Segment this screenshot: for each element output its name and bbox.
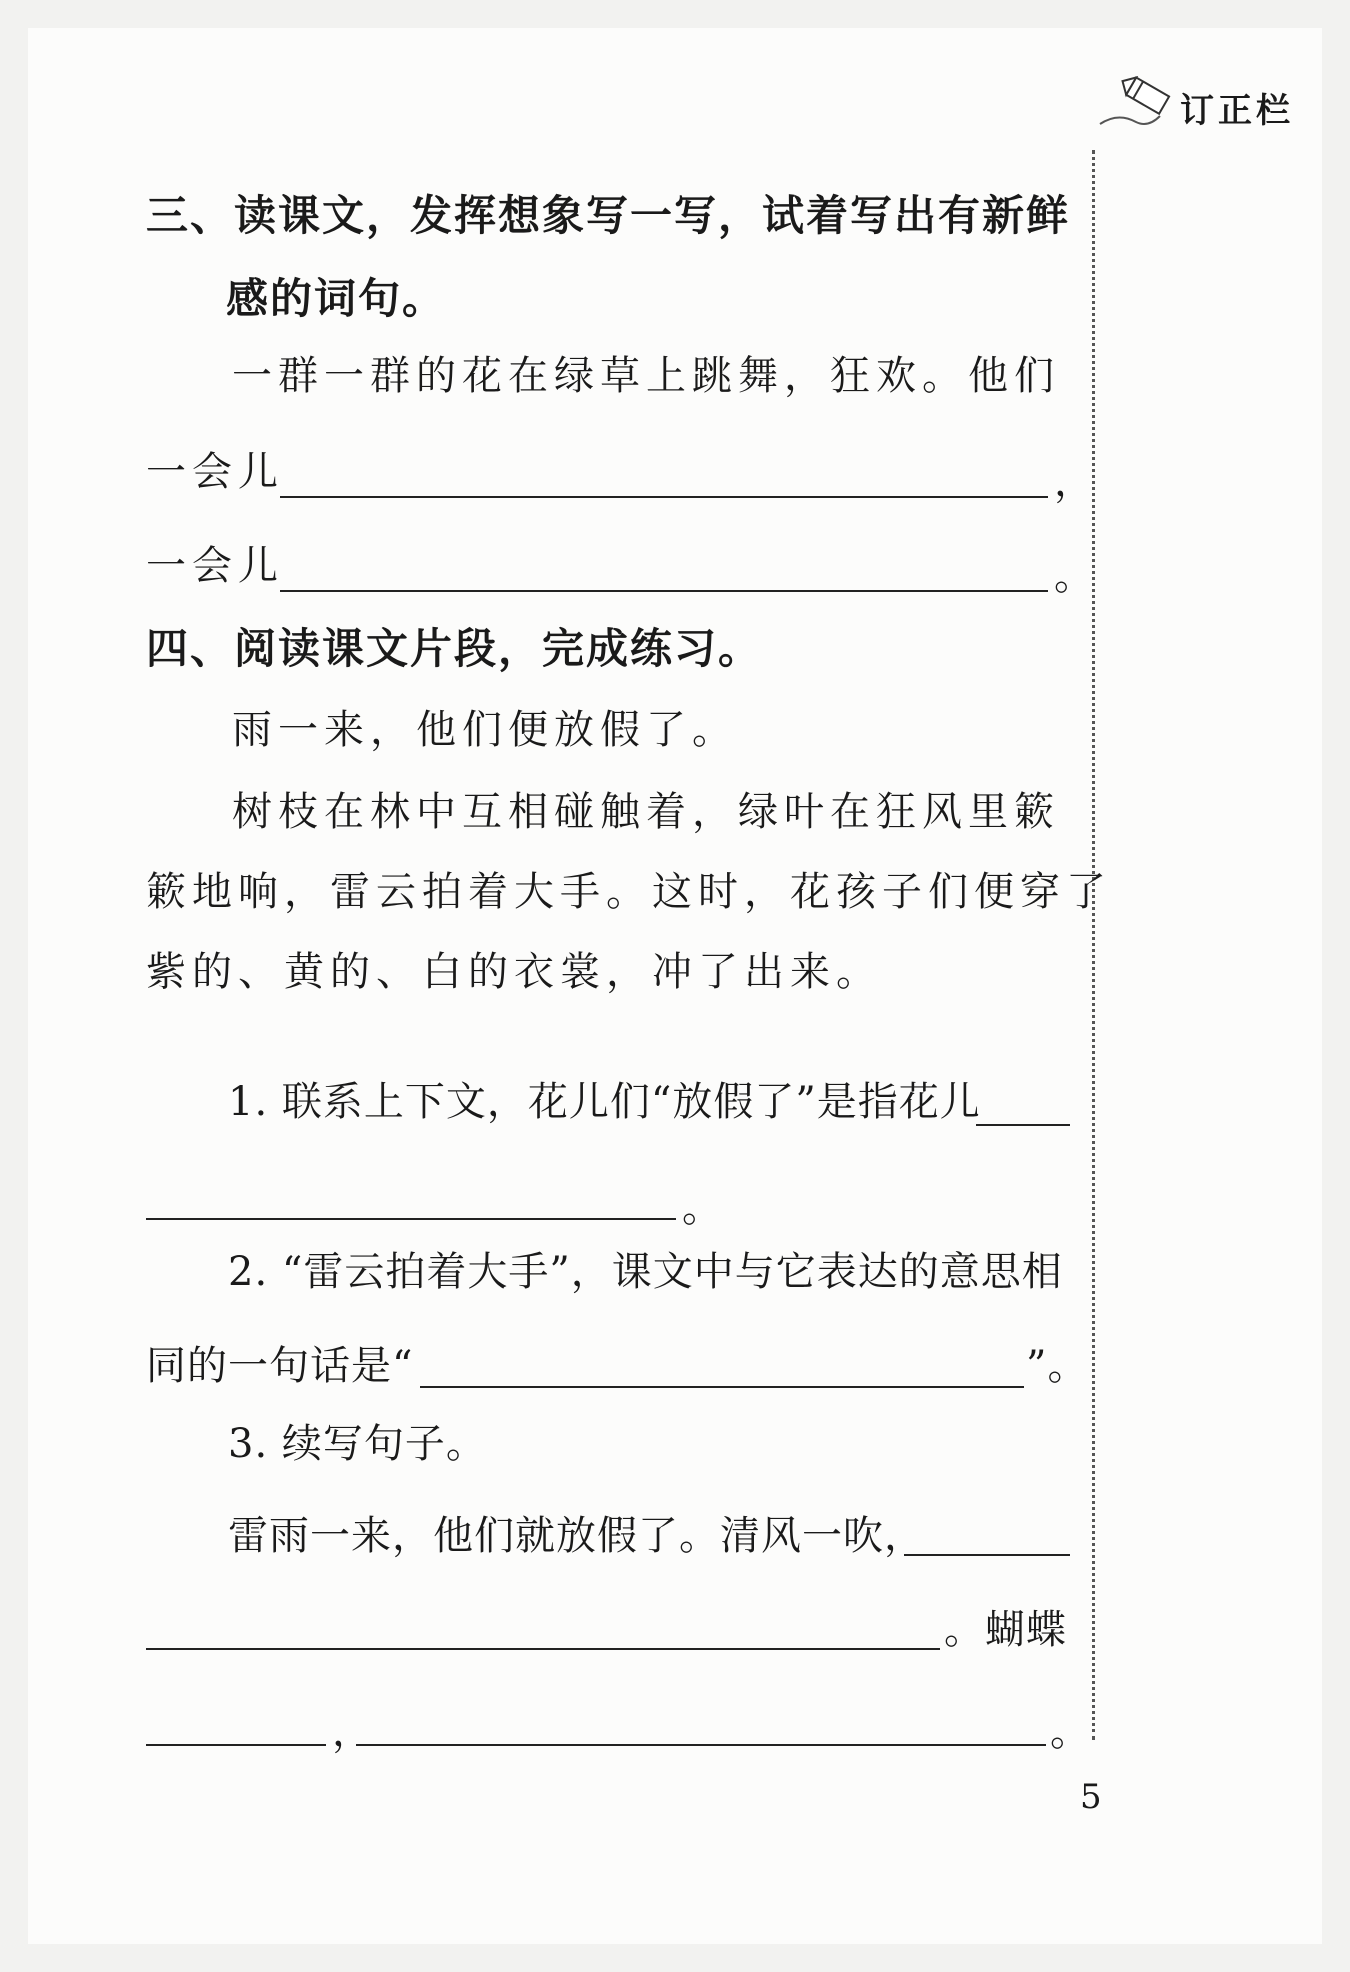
question3-title: 3. 续写句子。 (228, 1421, 487, 1467)
correction-divider (1092, 150, 1095, 1740)
section3-line2-prefix: 一会儿 (146, 543, 284, 589)
question1-blank-b[interactable] (146, 1218, 676, 1220)
section3-blank-1[interactable] (280, 496, 1048, 498)
question1-blank-a[interactable] (976, 1124, 1070, 1126)
section3-heading-line2: 感的词句。 (226, 274, 447, 323)
question2-end: ”。 (1026, 1343, 1089, 1389)
passage-line: 簌地响，雷云拍着大手。这时，花孩子们便穿了 (146, 869, 1112, 915)
page-number: 5 (1080, 1777, 1102, 1817)
section3-line1-prefix: 一会儿 (146, 449, 284, 495)
section3-line2-end: 。 (1054, 553, 1100, 599)
section4-heading: 四、阅读课文片段，完成练习。 (146, 624, 763, 673)
question2-blank[interactable] (420, 1386, 1024, 1388)
question2-line2-prefix: 同的一句话是“ (146, 1343, 414, 1389)
question3-line1: 雷雨一来，他们就放假了。清风一吹， (228, 1513, 925, 1559)
passage-line: 树枝在林中互相碰触着，绿叶在狂风里簌 (232, 789, 1060, 835)
section3-blank-2[interactable] (280, 590, 1048, 592)
question3-blank-3[interactable] (146, 1744, 326, 1746)
section3-heading-line1: 三、读课文，发挥想象写一写，试着写出有新鲜 (146, 191, 1071, 240)
pencil-icon (1098, 72, 1178, 128)
question1-text: 1. 联系上下文，花儿们“放假了”是指花儿 (228, 1079, 981, 1125)
question3-line3-end: 。 (1050, 1709, 1091, 1755)
question3-blank-2[interactable] (146, 1648, 940, 1650)
section3-intro: 一群一群的花在绿草上跳舞，狂欢。他们 (232, 353, 1060, 399)
question1-end: 。 (682, 1185, 723, 1231)
passage-line: 紫的、黄的、白的衣裳，冲了出来。 (146, 949, 882, 995)
correction-column-title: 订正栏 (1180, 91, 1294, 131)
question2-line1: 2. “雷云拍着大手”，课文中与它表达的意思相 (228, 1249, 1063, 1295)
section3-line1-end: ， (1054, 459, 1100, 505)
question3-blank-1[interactable] (904, 1554, 1070, 1556)
question3-blank-4[interactable] (356, 1744, 1046, 1746)
passage-line: 雨一来，他们便放假了。 (232, 707, 738, 753)
question3-line2-end: 。蝴蝶 (944, 1607, 1067, 1653)
question3-line3-mid: ， (332, 1709, 373, 1755)
